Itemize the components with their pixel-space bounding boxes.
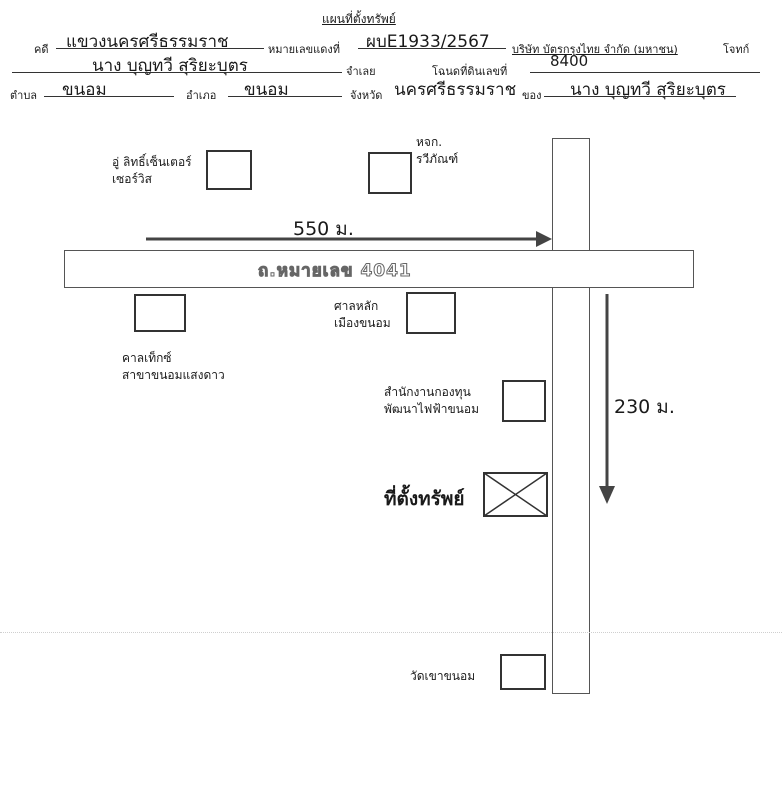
property-marker	[483, 472, 549, 518]
subdistrict-label: ตำบล	[10, 89, 38, 102]
lizzy-center-label: อู่ ลิทธิ์เซ็นเตอร์ เซอร์วิส	[112, 155, 192, 186]
fund-office-box	[502, 380, 546, 422]
road-name: ถ.หมายเลข 4041	[258, 261, 412, 281]
city-pillar-label: ศาลหลัก เมืองขนอม	[334, 299, 391, 330]
plaintiff-suffix: โจทก์	[723, 43, 750, 56]
district-underline	[228, 96, 342, 97]
vertical-road	[552, 138, 590, 694]
case-number: ผบE1933/2567	[366, 32, 490, 52]
fund-office-label: สำนักงานกองทุน พัฒนาไฟฟ้าขนอม	[384, 385, 479, 416]
owner-underline	[544, 96, 736, 97]
distance-south: 230 ม.	[614, 396, 675, 418]
case-number-underline	[358, 48, 506, 49]
district-value: ขนอม	[244, 80, 289, 100]
case-label: คดี	[34, 43, 49, 56]
lizzy-center-box	[206, 150, 252, 190]
court-name: แขวงนครศรีธรรมราช	[66, 32, 229, 52]
scan-artifact-line	[0, 632, 782, 633]
district-label: อำเภอ	[186, 89, 217, 102]
black-case-label: หมายเลขแดงที่	[268, 43, 340, 56]
caltex-label: คาลเท็กซ์ สาขาขนอมแสงดาว	[122, 351, 225, 382]
temple-box	[500, 654, 546, 690]
caltex-box	[134, 294, 186, 332]
subdistrict-value: ขนอม	[62, 80, 107, 100]
plaintiff: บริษัท บัตรกรุงไทย จำกัด (มหาชน)	[512, 43, 678, 56]
defendant-underline	[12, 72, 342, 73]
defendant-label: จำเลย	[346, 65, 376, 78]
province-value: นครศรีธรรมราช	[394, 80, 517, 100]
province-label: จังหวัด	[350, 89, 383, 102]
road-crossing-cover	[553, 251, 589, 287]
map-title: แผนที่ตั้งทรัพย์	[322, 12, 396, 26]
deed-label: โฉนดที่ดินเลขที่	[432, 65, 508, 78]
court-underline	[56, 48, 264, 49]
property-label: ที่ตั้งทรัพย์	[384, 488, 465, 510]
owner-value: นาง บุญทวี สุริยะบุตร	[570, 80, 726, 100]
post-office-label: หจก. รวีภัณฑ์	[416, 135, 459, 166]
post-office-box	[368, 152, 412, 194]
subdistrict-underline	[44, 96, 174, 97]
deed-underline	[530, 72, 760, 73]
owner-label: ของ	[522, 89, 542, 102]
deed-number: 8400	[550, 52, 589, 70]
distance-east: 550 ม.	[293, 218, 354, 240]
defendant-name: นาง บุญทวี สุริยะบุตร	[92, 56, 248, 76]
city-pillar-box	[406, 292, 456, 334]
temple-label: วัดเขาขนอม	[410, 669, 476, 683]
